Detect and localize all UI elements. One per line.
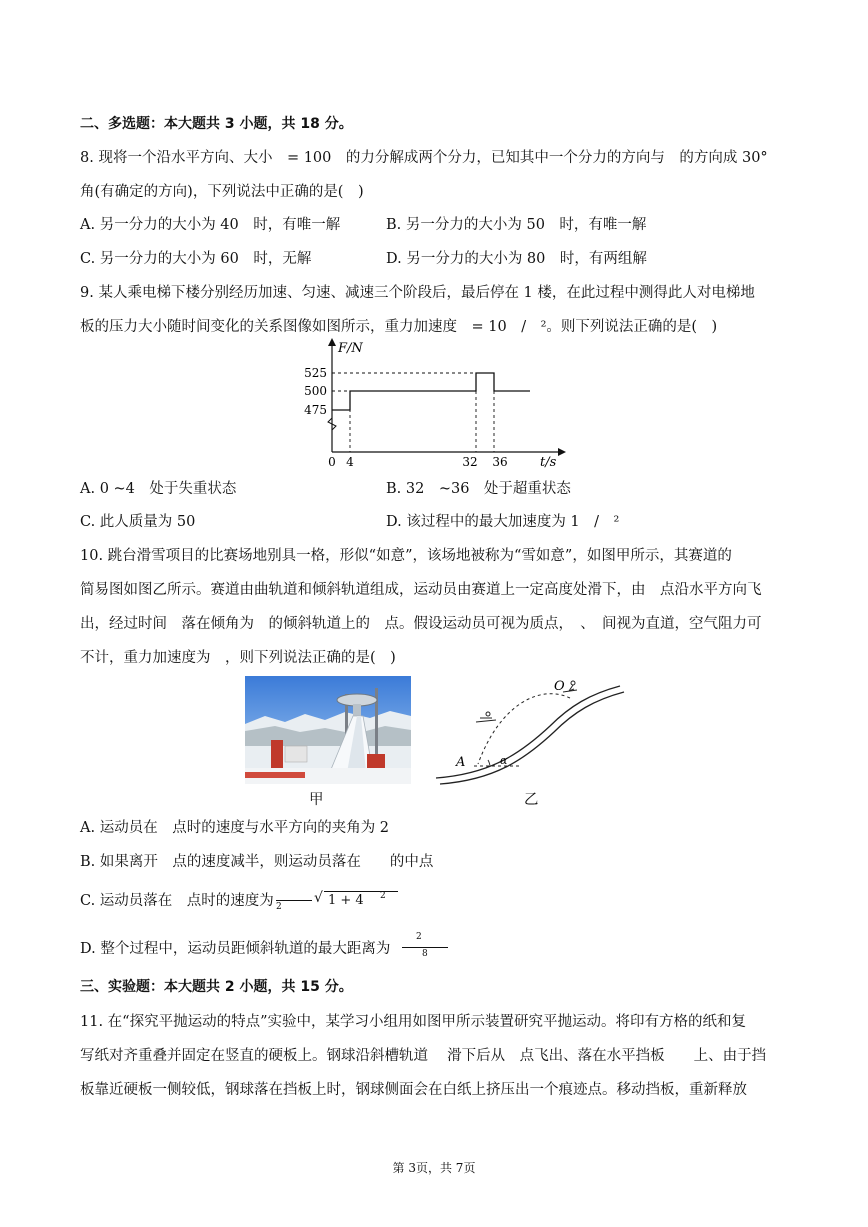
angle-alpha-label: α [500, 754, 508, 767]
q9-option-c: C. 此人质量为 50 [80, 514, 196, 530]
q10-option-a: A. 运动员在 点时的速度与水平方向的夹角为 2 [80, 820, 390, 836]
q9-stem-line1: 9. 某人乘电梯下楼分别经历加速、匀速、减速三个阶段后，最后停在 1 楼，在此过程中测得此人对电梯地 [80, 285, 755, 301]
ski-jump-photo [245, 676, 411, 784]
q10-option-d-formula [402, 930, 452, 964]
q8-stem-line1: 8. 现将一个沿水平方向、大小 = 100 的力分解成两个分力，已知其中一个分力的方向与 的方向成 30° [80, 150, 768, 166]
skier-midair-icon [476, 712, 496, 722]
q9-option-a: A. 0 ~4 处于失重状态 [80, 481, 237, 497]
formula-c-radicand: 1 + 4 [328, 893, 364, 908]
q9-stem-line2: 板的压力大小随时间变化的关系图像如图所示，重力加速度 = 10 / ²。则下列说法正确的是( ) [80, 319, 718, 335]
q8-option-c: C. 另一分力的大小为 60 时，无解 [80, 251, 312, 267]
q10-stem-line3: 出，经过时间 落在倾角为 的倾斜轨道上的 点。假设运动员可视为质点， 、 间视为直道，空气阻力可 [80, 616, 762, 632]
y-tick-label-500: 500 [304, 384, 327, 398]
q9-option-b: B. 32 ~36 处于超重状态 [386, 481, 571, 497]
q10-stem-line2: 简易图如图乙所示。赛道由曲轨道和倾斜轨道组成，运动员由赛道上一定高度处滑下，由 点沿水平方向飞 [80, 582, 762, 598]
q10-option-c: C. 运动员落在 点时的速度为 [80, 893, 274, 909]
q8-option-d: D. 另一分力的大小为 80 时，有两组解 [386, 251, 647, 267]
y-tick-label-525: 525 [304, 366, 327, 380]
x-tick-label-32: 32 [462, 455, 478, 469]
y-axis-arrow-icon [328, 338, 336, 346]
formula-d-numerator: 2 [416, 932, 422, 942]
q11-stem-line1: 11. 在“探究平抛运动的特点”实验中，某学习小组用如图甲所示装置研究平抛运动。将印有方格的纸和复 [80, 1014, 746, 1030]
section-heading-experiment: 三、实验题：本大题共 2 小题，共 15 分。 [80, 979, 353, 995]
y-axis-label: F/N [338, 341, 363, 356]
page-footer: 第 3页，共 7页 [392, 1161, 476, 1175]
x-tick-label-36: 36 [492, 455, 508, 469]
q10-stem-line1: 10. 跳台滑雪项目的比赛场地别具一格，形似“如意”，该场地被称为“雪如意”，如图甲所示，其赛道的 [80, 548, 732, 564]
q10-option-c-formula: 2 √ 1 + 4 2 [276, 888, 401, 914]
x-axis-arrow-icon [558, 448, 566, 456]
force-series-line [332, 373, 530, 410]
figure-yi-caption: 乙 [524, 792, 539, 808]
x-tick-label-4: 4 [346, 455, 354, 469]
figure-jia-caption: 甲 [309, 792, 324, 808]
q10-stem-line4: 不计，重力加速度为 ，则下列说法正确的是( ) [80, 650, 396, 666]
formula-d-denominator: 8 [422, 949, 428, 959]
skier-icon [563, 681, 577, 692]
formula-c-denominator: 2 [276, 902, 282, 912]
q8-option-b: B. 另一分力的大小为 50 时，有唯一解 [386, 217, 647, 233]
q10-option-d: D. 整个过程中，运动员距倾斜轨道的最大距离为 [80, 941, 391, 957]
point-o-label: O [554, 679, 565, 694]
q9-option-d: D. 该过程中的最大加速度为 1 / ² [386, 514, 620, 530]
x-tick-label-0: 0 [328, 455, 336, 469]
q8-option-a: A. 另一分力的大小为 40 时，有唯一解 [80, 217, 341, 233]
point-a-label: A [456, 755, 466, 770]
q11-stem-line2: 写纸对齐重叠并固定在竖直的硬板上。钢球沿斜槽轨道 滑下后从 点飞出、落在水平挡板 上、由于挡 [80, 1048, 767, 1064]
y-tick-label-475: 475 [304, 403, 327, 417]
q8-stem-line2: 角(有确定的方向)，下列说法中正确的是( ) [80, 184, 364, 200]
x-axis-label: t/s [540, 455, 557, 470]
force-time-graph [300, 338, 570, 473]
q10-option-b: B. 如果离开 点的速度减半，则运动员落在 的中点 [80, 854, 434, 870]
ski-track-diagram [430, 674, 630, 786]
formula-c-exponent: 2 [380, 891, 386, 901]
section-heading-multiple-choice: 二、多选题：本大题共 3 小题，共 18 分。 [80, 116, 353, 132]
q11-stem-line3: 板靠近硬板一侧较低，钢球落在挡板上时，钢球侧面会在白纸上挤压出一个痕迹点。移动挡板，重新释放 [80, 1082, 747, 1098]
